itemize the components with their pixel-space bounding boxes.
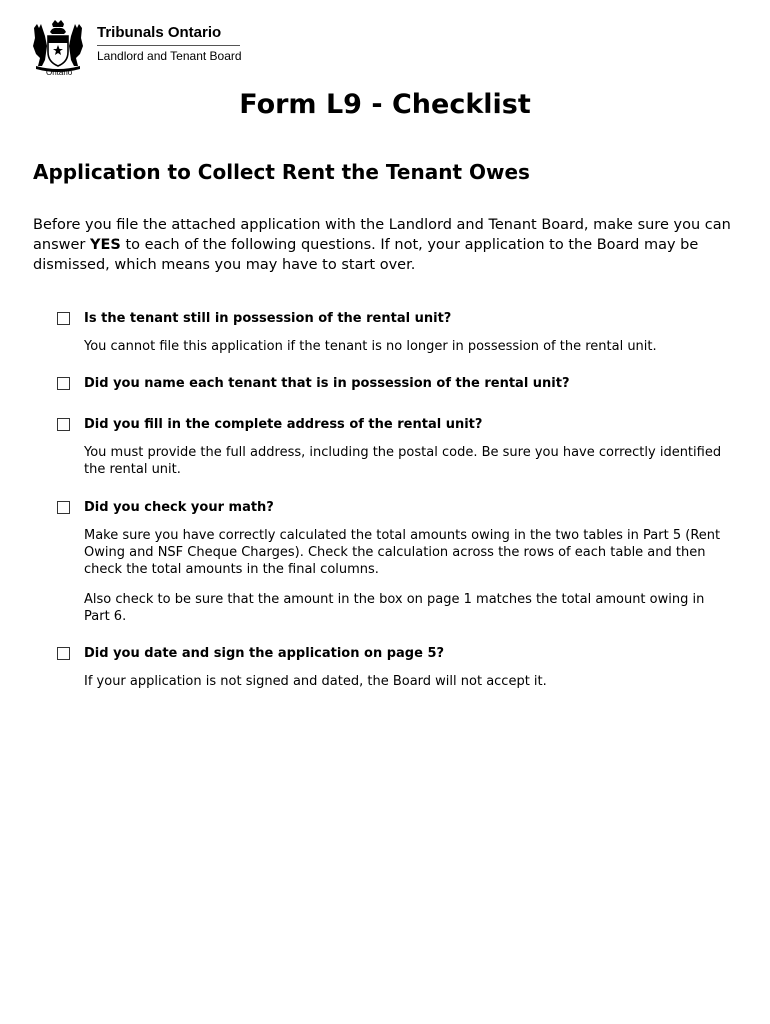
checklist-note: You cannot file this application if the tenant is no longer in possession of the rental unit. [84, 339, 657, 354]
checkbox[interactable] [57, 501, 70, 514]
intro-yes: YES [89, 237, 121, 253]
checklist-note: You must provide the full address, including the postal code. Be sure you have correctly identified the rental unit. [84, 445, 722, 477]
checklist-note: Make sure you have correctly calculated the total amounts owing in the two tables in Part 5 (Rent Owing and NSF Cheque Charges). Check the calculation across the rows of each table and then check the total amounts in the final columns. [84, 528, 721, 577]
checklist-question: Did you fill in the complete address of the rental unit? [84, 417, 483, 432]
checkbox[interactable] [57, 418, 70, 431]
crest-label: Ontario [46, 68, 73, 77]
checklist-note: If your application is not signed and dated, the Board will not accept it. [84, 674, 547, 689]
checkbox[interactable] [57, 377, 70, 390]
org-subtitle: Landlord and Tenant Board [97, 49, 242, 63]
checklist-question: Did you name each tenant that is in possession of the rental unit? [84, 376, 570, 391]
org-block [97, 24, 242, 63]
form-subtitle: Application to Collect Rent the Tenant Owes [33, 160, 530, 184]
checkbox[interactable] [57, 312, 70, 325]
form-title: Form L9 - Checklist [239, 89, 531, 120]
checkbox[interactable] [57, 647, 70, 660]
intro-paragraph [33, 215, 743, 275]
checklist-question: Did you date and sign the application on page 5? [84, 646, 445, 661]
checklist-note: Also check to be sure that the amount in the box on page 1 matches the total amount owing in Part 6. [84, 592, 705, 624]
checklist-question: Did you check your math? [84, 500, 274, 515]
checklist-question: Is the tenant still in possession of the rental unit? [84, 311, 452, 326]
intro-text-2: to each of the following questions. If not, your application to the Board may be dismissed, which means you may have to start over. [33, 237, 699, 273]
intro-text-1: Before you file the attached application with the Landlord and Tenant Board, make sure you can answer [33, 217, 731, 253]
org-name: Tribunals Ontario [97, 24, 222, 41]
header [28, 18, 268, 80]
org-divider [97, 45, 240, 46]
